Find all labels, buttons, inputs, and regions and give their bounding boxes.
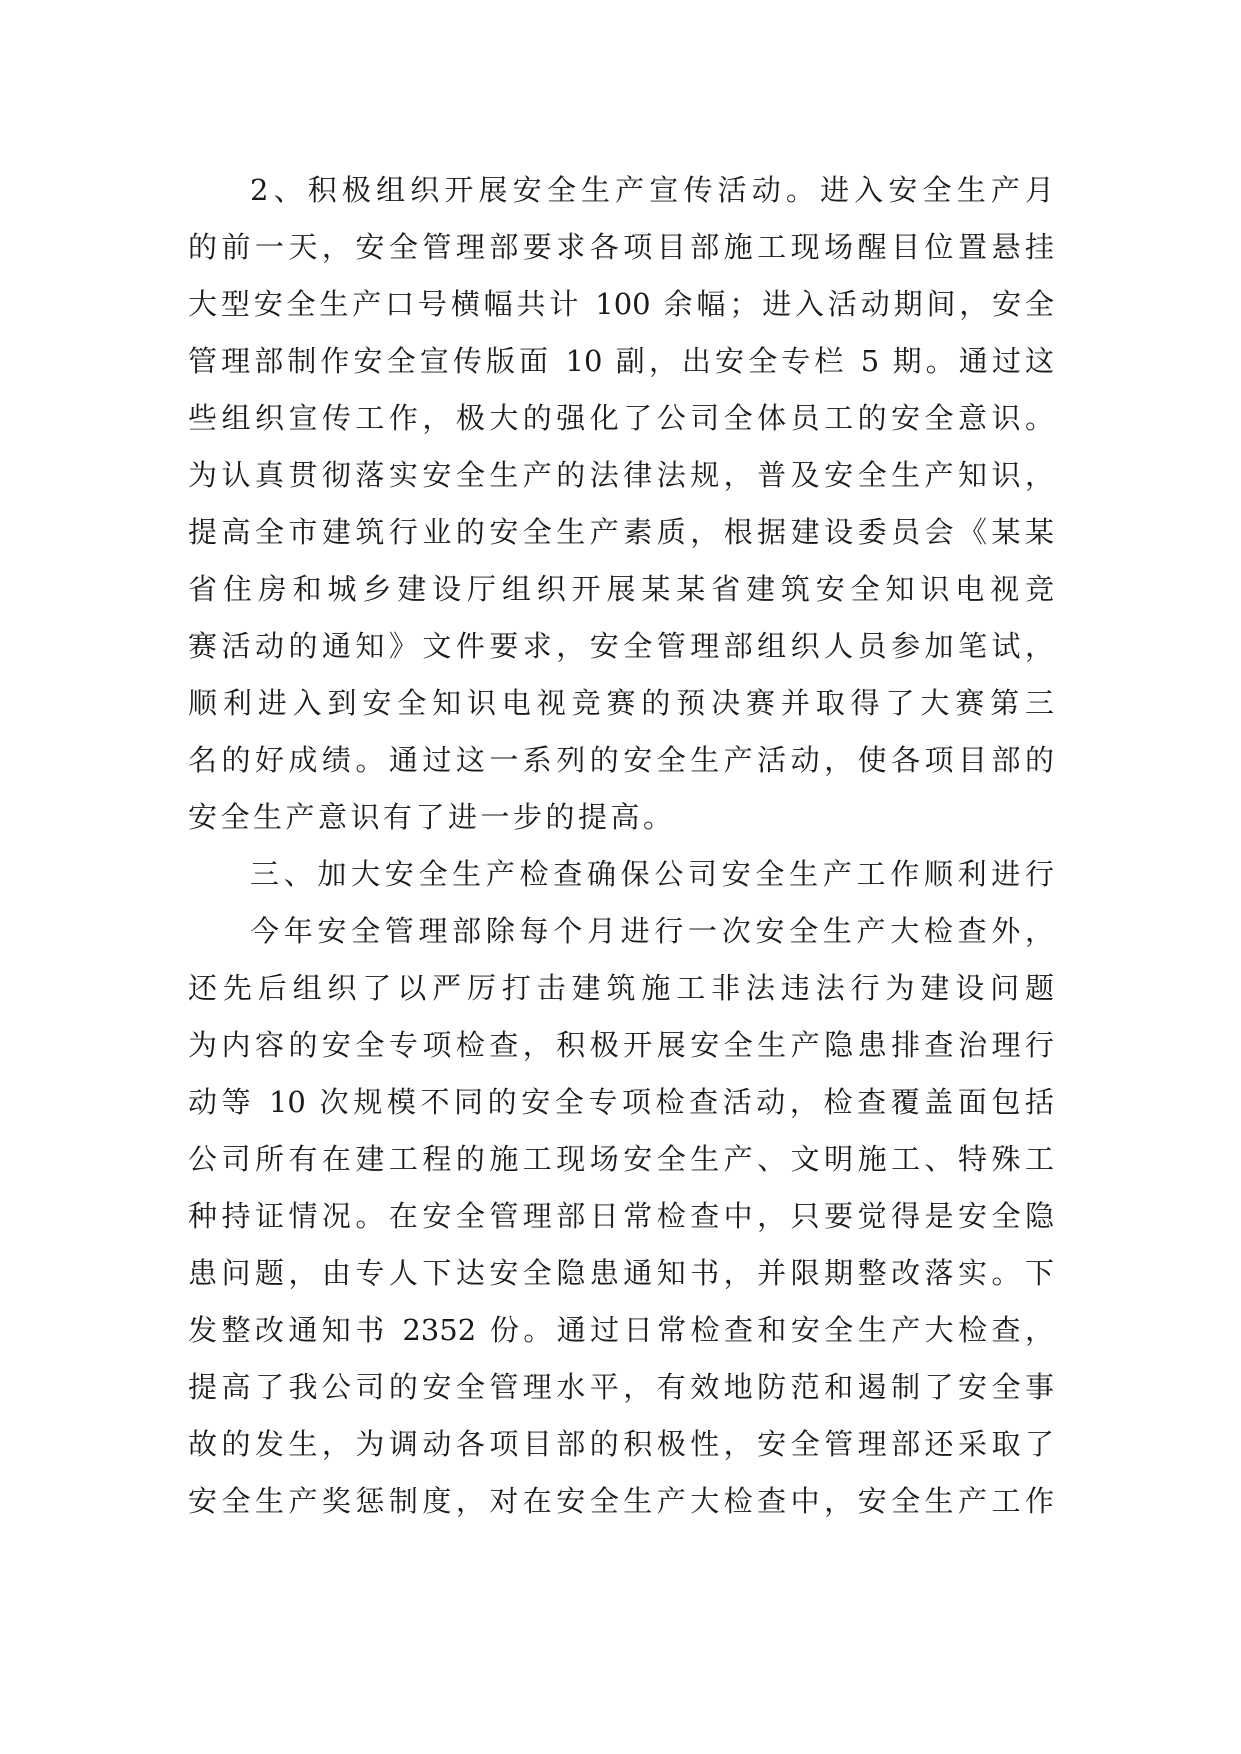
paragraph-line: 提高全市建筑行业的安全生产素质，根据建设委员会《某某 [188, 515, 1054, 549]
paragraph-line: 管理部制作安全宣传版面 10 副，出安全专栏 5 期。通过这 [188, 344, 1054, 378]
paragraph-line: 患问题，由专人下达安全隐患通知书，并限期整改落实。下 [188, 1256, 1054, 1290]
paragraph-line: 的前一天，安全管理部要求各项目部施工现场醒目位置悬挂 [188, 230, 1054, 264]
paragraph-line: 省住房和城乡建设厅组织开展某某省建筑安全知识电视竞 [188, 572, 1054, 606]
paragraph-line: 发整改通知书 2352 份。通过日常检查和安全生产大检查， [188, 1313, 1054, 1347]
paragraph-line: 名的好成绩。通过这一系列的安全生产活动，使各项目部的 [188, 743, 1054, 777]
paragraph-line: 安全生产奖惩制度，对在安全生产大检查中，安全生产工作 [188, 1484, 1054, 1518]
paragraph-line: 动等 10 次规模不同的安全专项检查活动，检查覆盖面包括 [188, 1085, 1054, 1119]
paragraph-line: 故的发生，为调动各项目部的积极性，安全管理部还采取了 [188, 1427, 1054, 1461]
paragraph-line: 为内容的安全专项检查，积极开展安全生产隐患排查治理行 [188, 1028, 1054, 1062]
paragraph-line: 种持证情况。在安全管理部日常检查中，只要觉得是安全隐 [188, 1199, 1054, 1233]
paragraph-line: 提高了我公司的安全管理水平，有效地防范和遏制了安全事 [188, 1370, 1054, 1404]
paragraph-line: 大型安全生产口号横幅共计 100 余幅；进入活动期间，安全 [188, 287, 1054, 321]
paragraph-line: 顺利进入到安全知识电视竞赛的预决赛并取得了大赛第三 [188, 686, 1054, 720]
paragraph-line: 今年安全管理部除每个月进行一次安全生产大检查外， [250, 914, 1054, 948]
section-heading: 三、加大安全生产检查确保公司安全生产工作顺利进行 [250, 857, 1054, 891]
paragraph-line: 2、积极组织开展安全生产宣传活动。进入安全生产月 [250, 173, 1054, 207]
paragraph-line: 些组织宣传工作，极大的强化了公司全体员工的安全意识。 [188, 401, 1054, 435]
paragraph-line: 安全生产意识有了进一步的提高。 [188, 800, 676, 834]
paragraph-line: 还先后组织了以严厉打击建筑施工非法违法行为建设问题 [188, 971, 1054, 1005]
paragraph-line: 公司所有在建工程的施工现场安全生产、文明施工、特殊工 [188, 1142, 1054, 1176]
paragraph-line: 为认真贯彻落实安全生产的法律法规，普及安全生产知识， [188, 458, 1054, 492]
paragraph-line: 赛活动的通知》文件要求，安全管理部组织人员参加笔试， [188, 629, 1054, 663]
